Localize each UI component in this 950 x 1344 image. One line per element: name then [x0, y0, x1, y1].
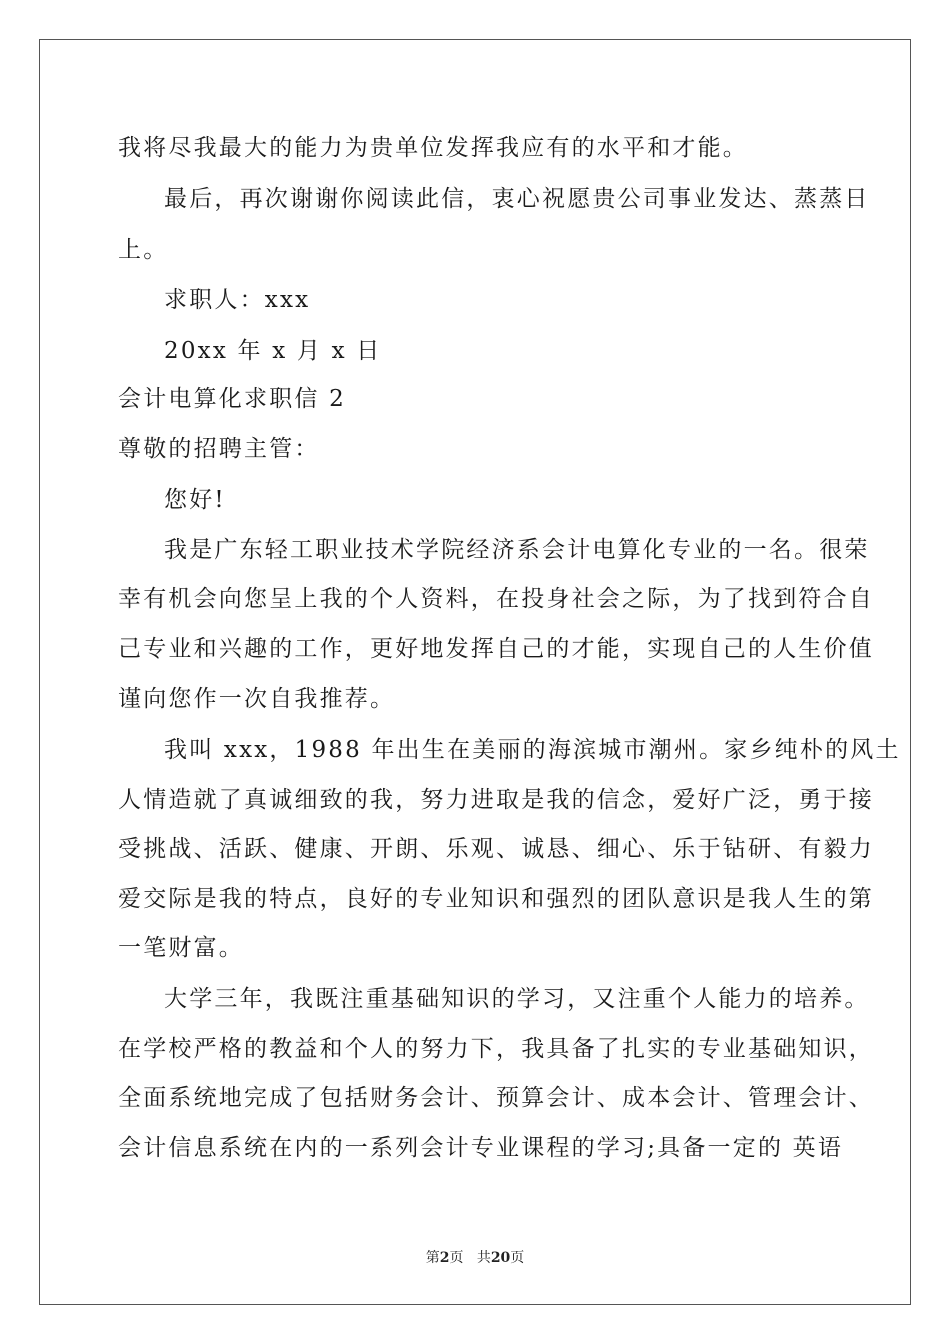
text-line: 受挑战、活跃、健康、开朗、乐观、诚恳、细心、乐于钻研、有毅力 — [118, 836, 874, 862]
text-line: 人情造就了真诚细致的我，努力进取是我的信念，爱好广泛，勇于接 — [118, 787, 874, 813]
total-unit: 页 — [510, 1250, 525, 1266]
greeting: 您好! — [164, 487, 226, 513]
page-number: 2 — [439, 1250, 450, 1266]
text-line: 我将尽我最大的能力为贵单位发挥我应有的水平和才能。 — [118, 135, 748, 161]
text-line: 幸有机会向您呈上我的个人资料，在投身社会之际，为了找到符合自 — [118, 586, 874, 612]
page-unit: 页 — [449, 1250, 464, 1266]
page-prefix: 第 — [425, 1250, 440, 1266]
text-line: 大学三年，我既注重基础知识的学习，又注重个人能力的培养。 — [164, 986, 870, 1012]
text-line: 我叫 xxx，1988 年出生在美丽的海滨城市潮州。家乡纯朴的风土 — [164, 737, 901, 763]
page-total: 20 — [490, 1250, 511, 1266]
text-line: 我是广东轻工职业技术学院经济系会计电算化专业的一名。很荣 — [164, 537, 870, 563]
text-line: 全面系统地完成了包括财务会计、预算会计、成本会计、管理会计、 — [118, 1085, 874, 1111]
date-line: 20xx 年 x 月 x 日 — [164, 338, 382, 364]
text-line: 上。 — [118, 237, 169, 263]
text-line: 谨向您作一次自我推荐。 — [118, 686, 396, 712]
section-title: 会计电算化求职信 2 — [118, 386, 346, 412]
total-prefix: 共 — [476, 1250, 491, 1266]
text-line: 最后，再次谢谢你阅读此信，衷心祝愿贵公司事业发达、蒸蒸日 — [164, 186, 870, 212]
text-line: 会计信息系统在内的一系列会计专业课程的学习;具备一定的 英语 — [118, 1135, 844, 1161]
page-border — [39, 39, 911, 1305]
text-line: 在学校严格的教益和个人的努力下，我具备了扎实的专业基础知识， — [118, 1036, 874, 1062]
salutation: 尊敬的招聘主管： — [118, 436, 320, 462]
signature-line: 求职人：xxx — [164, 287, 311, 313]
page-footer — [0, 1247, 950, 1267]
text-line: 一笔财富。 — [118, 935, 244, 961]
text-line: 己专业和兴趣的工作，更好地发挥自己的才能，实现自己的人生价值 — [118, 636, 874, 662]
text-line: 爱交际是我的特点，良好的专业知识和强烈的团队意识是我人生的第 — [118, 886, 874, 912]
